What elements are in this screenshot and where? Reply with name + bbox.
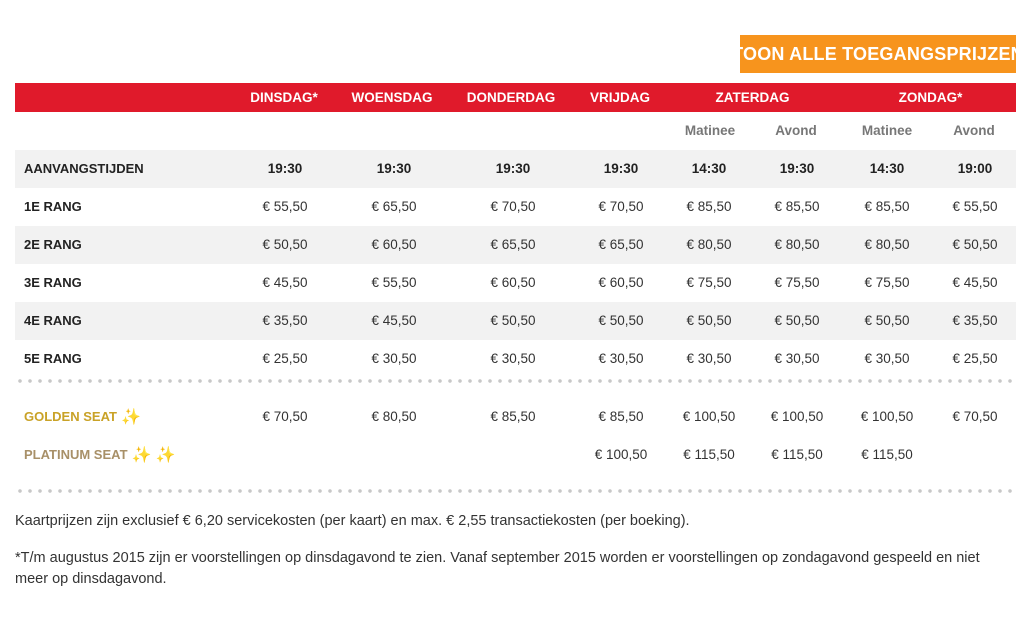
header-donderdag: DONDERDAG — [466, 90, 556, 105]
table-cell: 19:30 — [267, 161, 303, 176]
table-cell: € 25,50 — [952, 351, 998, 366]
row-label-text: 2E RANG — [24, 237, 82, 252]
subheader-zondag-matinee: Matinee — [861, 123, 913, 138]
table-cell: € 75,50 — [774, 275, 820, 290]
table-cell: € 30,50 — [371, 351, 417, 366]
table-cell: € 85,50 — [686, 199, 732, 214]
table-cell: € 70,50 — [952, 409, 998, 424]
subheader-zondag-avond: Avond — [953, 123, 995, 138]
table-cell: € 115,50 — [683, 447, 735, 462]
table-cell: € 85,50 — [490, 409, 536, 424]
row-start-times — [15, 150, 1016, 188]
table-cell: € 30,50 — [686, 351, 732, 366]
table-cell: 19:30 — [495, 161, 531, 176]
table-cell — [468, 436, 558, 474]
table-cell: € 65,50 — [598, 237, 644, 252]
row-label — [24, 436, 175, 474]
table-cell: € 70,50 — [490, 199, 536, 214]
table-cell — [240, 436, 330, 474]
table-cell: € 100,50 — [682, 409, 736, 424]
header-vrijdag: VRIJDAG — [589, 90, 650, 105]
table-cell: € 50,50 — [686, 313, 732, 328]
table-cell: 19:30 — [779, 161, 815, 176]
row-label — [24, 340, 82, 378]
row-label — [24, 264, 82, 302]
table-cell: € 85,50 — [864, 199, 910, 214]
table-cell — [349, 436, 439, 474]
table-cell: € 55,50 — [952, 199, 998, 214]
table-cell: € 30,50 — [490, 351, 536, 366]
table-cell: € 50,50 — [952, 237, 998, 252]
row-label-text: AANVANGSTIJDEN — [24, 161, 144, 176]
table-cell — [930, 436, 1020, 474]
row-label — [24, 150, 144, 188]
table-cell: € 75,50 — [864, 275, 910, 290]
row-label-text: 4E RANG — [24, 313, 82, 328]
table-cell: € 60,50 — [371, 237, 417, 252]
table-cell: € 35,50 — [952, 313, 998, 328]
table-header-row — [15, 83, 1016, 112]
row-rank-5 — [15, 340, 1016, 378]
table-cell: € 55,50 — [371, 275, 417, 290]
show-all-prices-button[interactable]: TOON ALLE TOEGANGSPRIJZEN — [740, 35, 1016, 73]
row-platinum-seat — [15, 436, 1016, 474]
table-cell: € 45,50 — [262, 275, 308, 290]
row-label — [24, 188, 82, 226]
dotted-separator — [15, 489, 1016, 493]
table-cell: € 50,50 — [864, 313, 910, 328]
sparkle-icon: ✨ — [131, 446, 152, 464]
table-cell: € 115,50 — [771, 447, 823, 462]
row-rank-3 — [15, 264, 1016, 302]
row-label — [24, 226, 82, 264]
table-cell: € 100,50 — [594, 447, 648, 462]
table-cell: € 70,50 — [262, 409, 308, 424]
table-cell: € 70,50 — [598, 199, 644, 214]
sparkle-icon: ✨ — [120, 408, 141, 426]
sparkle-icon: ✨ — [155, 446, 176, 464]
table-cell: € 55,50 — [262, 199, 308, 214]
row-label-text: 5E RANG — [24, 351, 82, 366]
row-label — [24, 398, 141, 436]
table-cell: 19:30 — [603, 161, 639, 176]
table-cell: € 30,50 — [864, 351, 910, 366]
table-cell: € 80,50 — [686, 237, 732, 252]
table-cell: € 25,50 — [262, 351, 308, 366]
header-woensdag: WOENSDAG — [351, 90, 433, 105]
row-rank-4 — [15, 302, 1016, 340]
table-cell: € 80,50 — [864, 237, 910, 252]
row-label — [24, 302, 82, 340]
row-label-text: GOLDEN SEAT — [24, 409, 117, 424]
row-rank-1 — [15, 188, 1016, 226]
table-cell: € 50,50 — [598, 313, 644, 328]
table-cell: € 30,50 — [774, 351, 820, 366]
table-cell: 19:30 — [376, 161, 412, 176]
costs-note: Kaartprijzen zijn exclusief € 6,20 servicekosten (per kaart) en max. € 2,55 transactiekosten (per boeking). — [15, 513, 690, 529]
row-golden-seat — [15, 398, 1016, 436]
table-cell: € 45,50 — [952, 275, 998, 290]
table-cell: € 115,50 — [861, 447, 913, 462]
table-cell: 19:00 — [957, 161, 993, 176]
table-cell: € 75,50 — [686, 275, 732, 290]
table-cell: € 35,50 — [262, 313, 308, 328]
table-cell: € 85,50 — [598, 409, 644, 424]
row-label-text: PLATINUM SEAT — [24, 447, 128, 462]
table-cell: € 80,50 — [371, 409, 417, 424]
table-cell: € 45,50 — [371, 313, 417, 328]
row-label-text: 3E RANG — [24, 275, 82, 290]
table-cell: € 100,50 — [770, 409, 824, 424]
table-cell: € 80,50 — [774, 237, 820, 252]
table-cell: € 50,50 — [774, 313, 820, 328]
table-cell: € 60,50 — [490, 275, 536, 290]
table-cell: € 50,50 — [490, 313, 536, 328]
header-zaterdag: ZATERDAG — [715, 90, 790, 105]
subheader-zaterdag-matinee: Matinee — [684, 123, 736, 138]
table-cell: € 65,50 — [371, 199, 417, 214]
subheader-zaterdag-avond: Avond — [775, 123, 817, 138]
table-cell: € 65,50 — [490, 237, 536, 252]
table-cell: € 100,50 — [860, 409, 914, 424]
dotted-separator — [15, 379, 1016, 383]
header-zondag: ZONDAG* — [898, 90, 963, 105]
table-cell: € 50,50 — [262, 237, 308, 252]
table-cell: 14:30 — [691, 161, 727, 176]
row-rank-2 — [15, 226, 1016, 264]
table-cell: € 85,50 — [774, 199, 820, 214]
footnote: *T/m augustus 2015 zijn er voorstellingen op dinsdagavond te zien. Vanaf september 2015 worden er voorstellingen op zondagavond gespeeld en niet meer op dinsdagavond. — [15, 550, 980, 587]
row-label-text: 1E RANG — [24, 199, 82, 214]
table-cell: 14:30 — [869, 161, 905, 176]
header-dinsdag: DINSDAG* — [250, 90, 318, 105]
table-cell: € 30,50 — [598, 351, 644, 366]
table-cell: € 60,50 — [598, 275, 644, 290]
